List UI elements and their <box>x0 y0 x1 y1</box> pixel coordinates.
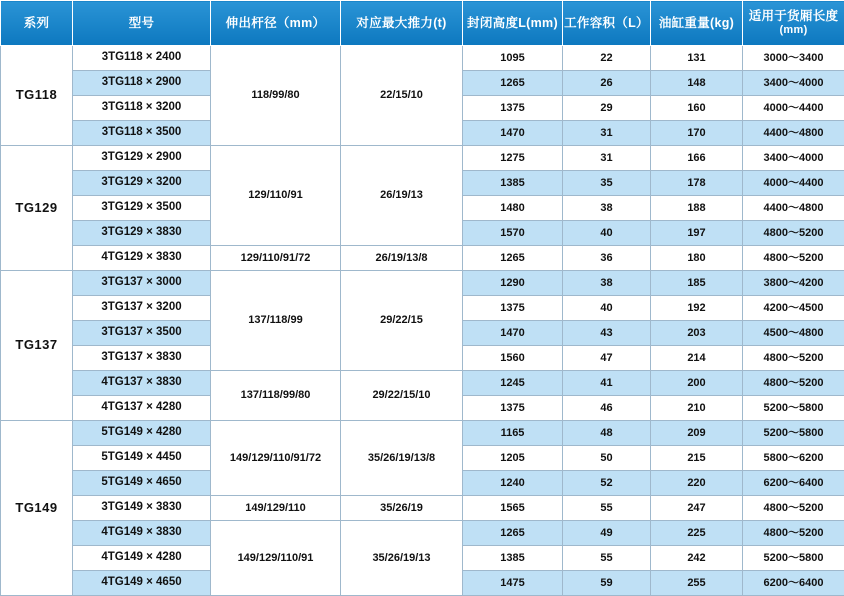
table-header-row <box>1 1 844 46</box>
model-cell: 3TG137 × 3200 <box>73 296 211 321</box>
column-header-cylinder-weight: 油缸重量(kg) <box>651 1 743 46</box>
closed-height-cell: 1470 <box>463 321 563 346</box>
model-cell: 4TG149 × 4280 <box>73 546 211 571</box>
cargo-length-cell: 6200～6400 <box>743 471 844 496</box>
closed-height-cell: 1095 <box>463 46 563 71</box>
table-row <box>1 496 844 521</box>
table-row <box>1 371 844 396</box>
closed-height-cell: 1265 <box>463 71 563 96</box>
model-cell: 3TG129 × 3500 <box>73 196 211 221</box>
closed-height-cell: 1275 <box>463 146 563 171</box>
rod-diameter-cell: 149/129/110/91/72 <box>211 421 341 496</box>
model-cell: 3TG137 × 3500 <box>73 321 211 346</box>
cylinder-weight-cell: 192 <box>651 296 743 321</box>
cylinder-weight-cell: 188 <box>651 196 743 221</box>
max-thrust-cell: 35/26/19/13 <box>341 521 463 596</box>
cylinder-weight-cell: 209 <box>651 421 743 446</box>
working-volume-cell: 38 <box>563 196 651 221</box>
model-cell: 4TG149 × 3830 <box>73 521 211 546</box>
closed-height-cell: 1165 <box>463 421 563 446</box>
table-row <box>1 521 844 546</box>
table-row <box>1 421 844 446</box>
closed-height-cell: 1385 <box>463 171 563 196</box>
column-header-cargo-length-unit: (mm) <box>743 24 844 37</box>
working-volume-cell: 40 <box>563 296 651 321</box>
closed-height-cell: 1375 <box>463 296 563 321</box>
rod-diameter-cell: 137/118/99/80 <box>211 371 341 421</box>
cargo-length-cell: 4400～4800 <box>743 196 844 221</box>
max-thrust-cell: 35/26/19/13/8 <box>341 421 463 496</box>
cargo-length-cell: 5200～5800 <box>743 546 844 571</box>
cargo-length-cell: 5200～5800 <box>743 421 844 446</box>
working-volume-cell: 55 <box>563 496 651 521</box>
model-cell: 3TG118 × 3200 <box>73 96 211 121</box>
model-cell: 4TG137 × 3830 <box>73 371 211 396</box>
cylinder-weight-cell: 255 <box>651 571 743 596</box>
column-header-closed-height: 封闭高度L(mm) <box>463 1 563 46</box>
model-cell: 3TG118 × 2400 <box>73 46 211 71</box>
rod-diameter-cell: 129/110/91 <box>211 146 341 246</box>
working-volume-cell: 48 <box>563 421 651 446</box>
model-cell: 3TG118 × 3500 <box>73 121 211 146</box>
model-cell: 4TG129 × 3830 <box>73 246 211 271</box>
cargo-length-cell: 4800～5200 <box>743 346 844 371</box>
cargo-length-cell: 4800～5200 <box>743 371 844 396</box>
closed-height-cell: 1290 <box>463 271 563 296</box>
closed-height-cell: 1265 <box>463 521 563 546</box>
closed-height-cell: 1470 <box>463 121 563 146</box>
closed-height-cell: 1475 <box>463 571 563 596</box>
table-row <box>1 146 844 171</box>
model-cell: 3TG137 × 3000 <box>73 271 211 296</box>
table-body <box>1 46 844 596</box>
max-thrust-cell: 29/22/15/10 <box>341 371 463 421</box>
cylinder-weight-cell: 178 <box>651 171 743 196</box>
working-volume-cell: 31 <box>563 121 651 146</box>
table-header <box>1 1 844 46</box>
closed-height-cell: 1245 <box>463 371 563 396</box>
working-volume-cell: 41 <box>563 371 651 396</box>
cylinder-weight-cell: 200 <box>651 371 743 396</box>
cargo-length-cell: 3400～4000 <box>743 146 844 171</box>
working-volume-cell: 22 <box>563 46 651 71</box>
cylinder-weight-cell: 197 <box>651 221 743 246</box>
column-header-max-thrust: 对应最大推力(t) <box>341 1 463 46</box>
closed-height-cell: 1560 <box>463 346 563 371</box>
closed-height-cell: 1265 <box>463 246 563 271</box>
rod-diameter-cell: 137/118/99 <box>211 271 341 371</box>
cylinder-weight-cell: 242 <box>651 546 743 571</box>
cylinder-weight-cell: 225 <box>651 521 743 546</box>
column-header-working-volume: 工作容积（L） <box>563 1 651 46</box>
table-row <box>1 271 844 296</box>
cargo-length-cell: 4400～4800 <box>743 121 844 146</box>
model-cell: 3TG149 × 3830 <box>73 496 211 521</box>
model-cell: 3TG129 × 3830 <box>73 221 211 246</box>
model-cell: 5TG149 × 4280 <box>73 421 211 446</box>
cargo-length-cell: 4800～5200 <box>743 221 844 246</box>
working-volume-cell: 43 <box>563 321 651 346</box>
model-cell: 4TG149 × 4650 <box>73 571 211 596</box>
closed-height-cell: 1570 <box>463 221 563 246</box>
working-volume-cell: 49 <box>563 521 651 546</box>
series-cell: TG137 <box>1 271 73 421</box>
closed-height-cell: 1480 <box>463 196 563 221</box>
working-volume-cell: 26 <box>563 71 651 96</box>
closed-height-cell: 1385 <box>463 546 563 571</box>
series-cell: TG118 <box>1 46 73 146</box>
cylinder-weight-cell: 214 <box>651 346 743 371</box>
working-volume-cell: 31 <box>563 146 651 171</box>
working-volume-cell: 38 <box>563 271 651 296</box>
cylinder-weight-cell: 160 <box>651 96 743 121</box>
rod-diameter-cell: 129/110/91/72 <box>211 246 341 271</box>
model-cell: 3TG129 × 3200 <box>73 171 211 196</box>
max-thrust-cell: 22/15/10 <box>341 46 463 146</box>
cargo-length-cell: 4000～4400 <box>743 96 844 121</box>
model-cell: 4TG137 × 4280 <box>73 396 211 421</box>
max-thrust-cell: 29/22/15 <box>341 271 463 371</box>
working-volume-cell: 47 <box>563 346 651 371</box>
rod-diameter-cell: 118/99/80 <box>211 46 341 146</box>
working-volume-cell: 55 <box>563 546 651 571</box>
cylinder-weight-cell: 210 <box>651 396 743 421</box>
closed-height-cell: 1375 <box>463 396 563 421</box>
working-volume-cell: 40 <box>563 221 651 246</box>
cylinder-weight-cell: 131 <box>651 46 743 71</box>
working-volume-cell: 50 <box>563 446 651 471</box>
cylinder-weight-cell: 166 <box>651 146 743 171</box>
working-volume-cell: 29 <box>563 96 651 121</box>
working-volume-cell: 52 <box>563 471 651 496</box>
column-header-cargo-length-main: 适用于货厢长度 <box>749 9 839 23</box>
cargo-length-cell: 4000～4400 <box>743 171 844 196</box>
series-cell: TG149 <box>1 421 73 596</box>
cylinder-weight-cell: 148 <box>651 71 743 96</box>
max-thrust-cell: 26/19/13/8 <box>341 246 463 271</box>
max-thrust-cell: 35/26/19 <box>341 496 463 521</box>
rod-diameter-cell: 149/129/110/91 <box>211 521 341 596</box>
closed-height-cell: 1240 <box>463 471 563 496</box>
cargo-length-cell: 5200～5800 <box>743 396 844 421</box>
cylinder-weight-cell: 170 <box>651 121 743 146</box>
cargo-length-cell: 4500～4800 <box>743 321 844 346</box>
cylinder-weight-cell: 185 <box>651 271 743 296</box>
cargo-length-cell: 4800～5200 <box>743 521 844 546</box>
cargo-length-cell: 6200～6400 <box>743 571 844 596</box>
cargo-length-cell: 5800～6200 <box>743 446 844 471</box>
model-cell: 3TG118 × 2900 <box>73 71 211 96</box>
cargo-length-cell: 4200～4500 <box>743 296 844 321</box>
model-cell: 3TG129 × 2900 <box>73 146 211 171</box>
cylinder-weight-cell: 215 <box>651 446 743 471</box>
cylinder-weight-cell: 180 <box>651 246 743 271</box>
working-volume-cell: 59 <box>563 571 651 596</box>
model-cell: 5TG149 × 4650 <box>73 471 211 496</box>
closed-height-cell: 1565 <box>463 496 563 521</box>
working-volume-cell: 46 <box>563 396 651 421</box>
cargo-length-cell: 3000～3400 <box>743 46 844 71</box>
table-row <box>1 46 844 71</box>
table-row <box>1 246 844 271</box>
model-cell: 3TG137 × 3830 <box>73 346 211 371</box>
rod-diameter-cell: 149/129/110 <box>211 496 341 521</box>
cargo-length-cell: 4800～5200 <box>743 496 844 521</box>
cylinder-weight-cell: 220 <box>651 471 743 496</box>
cargo-length-cell: 3800～4200 <box>743 271 844 296</box>
working-volume-cell: 36 <box>563 246 651 271</box>
cargo-length-cell: 3400～4000 <box>743 71 844 96</box>
model-cell: 5TG149 × 4450 <box>73 446 211 471</box>
closed-height-cell: 1375 <box>463 96 563 121</box>
cylinder-weight-cell: 247 <box>651 496 743 521</box>
closed-height-cell: 1205 <box>463 446 563 471</box>
series-cell: TG129 <box>1 146 73 271</box>
column-header-series: 系列 <box>1 1 73 46</box>
max-thrust-cell: 26/19/13 <box>341 146 463 246</box>
column-header-rod-diameter: 伸出杆径（mm） <box>211 1 341 46</box>
column-header-cargo-length <box>743 1 844 46</box>
column-header-model: 型号 <box>73 1 211 46</box>
working-volume-cell: 35 <box>563 171 651 196</box>
cylinder-weight-cell: 203 <box>651 321 743 346</box>
cargo-length-cell: 4800～5200 <box>743 246 844 271</box>
